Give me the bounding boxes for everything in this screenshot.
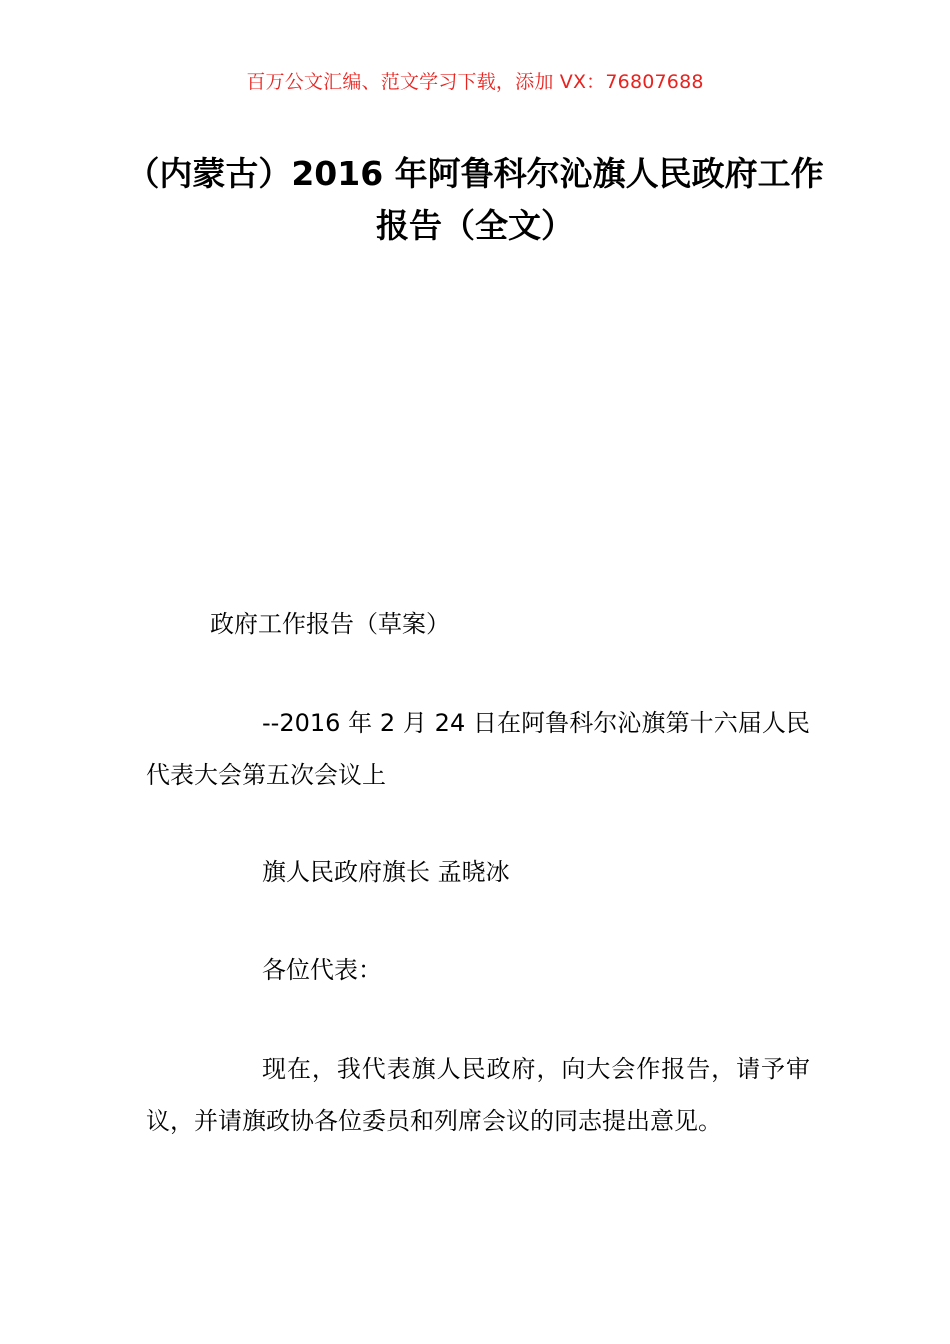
- body-paragraph: 现在，我代表旗人民政府，向大会作报告，请予审议，并请旗政协各位委员和列席会议的同志提出意见。: [146, 1055, 810, 1135]
- greeting: 各位代表：: [262, 956, 382, 984]
- draft-label: 政府工作报告（草案）: [210, 610, 450, 638]
- author-line: 旗人民政府旗长 孟晓冰: [262, 858, 510, 886]
- promo-header-note: 百万公文汇编、范文学习下载，添加 VX：76807688: [246, 71, 704, 93]
- date-line: --2016 年 2 月 24 日在阿鲁科尔沁旗第十六届人民代表大会第五次会议上: [146, 709, 810, 789]
- document-title: （内蒙古）2016 年阿鲁科尔沁旗人民政府工作报告（全文）: [126, 154, 824, 245]
